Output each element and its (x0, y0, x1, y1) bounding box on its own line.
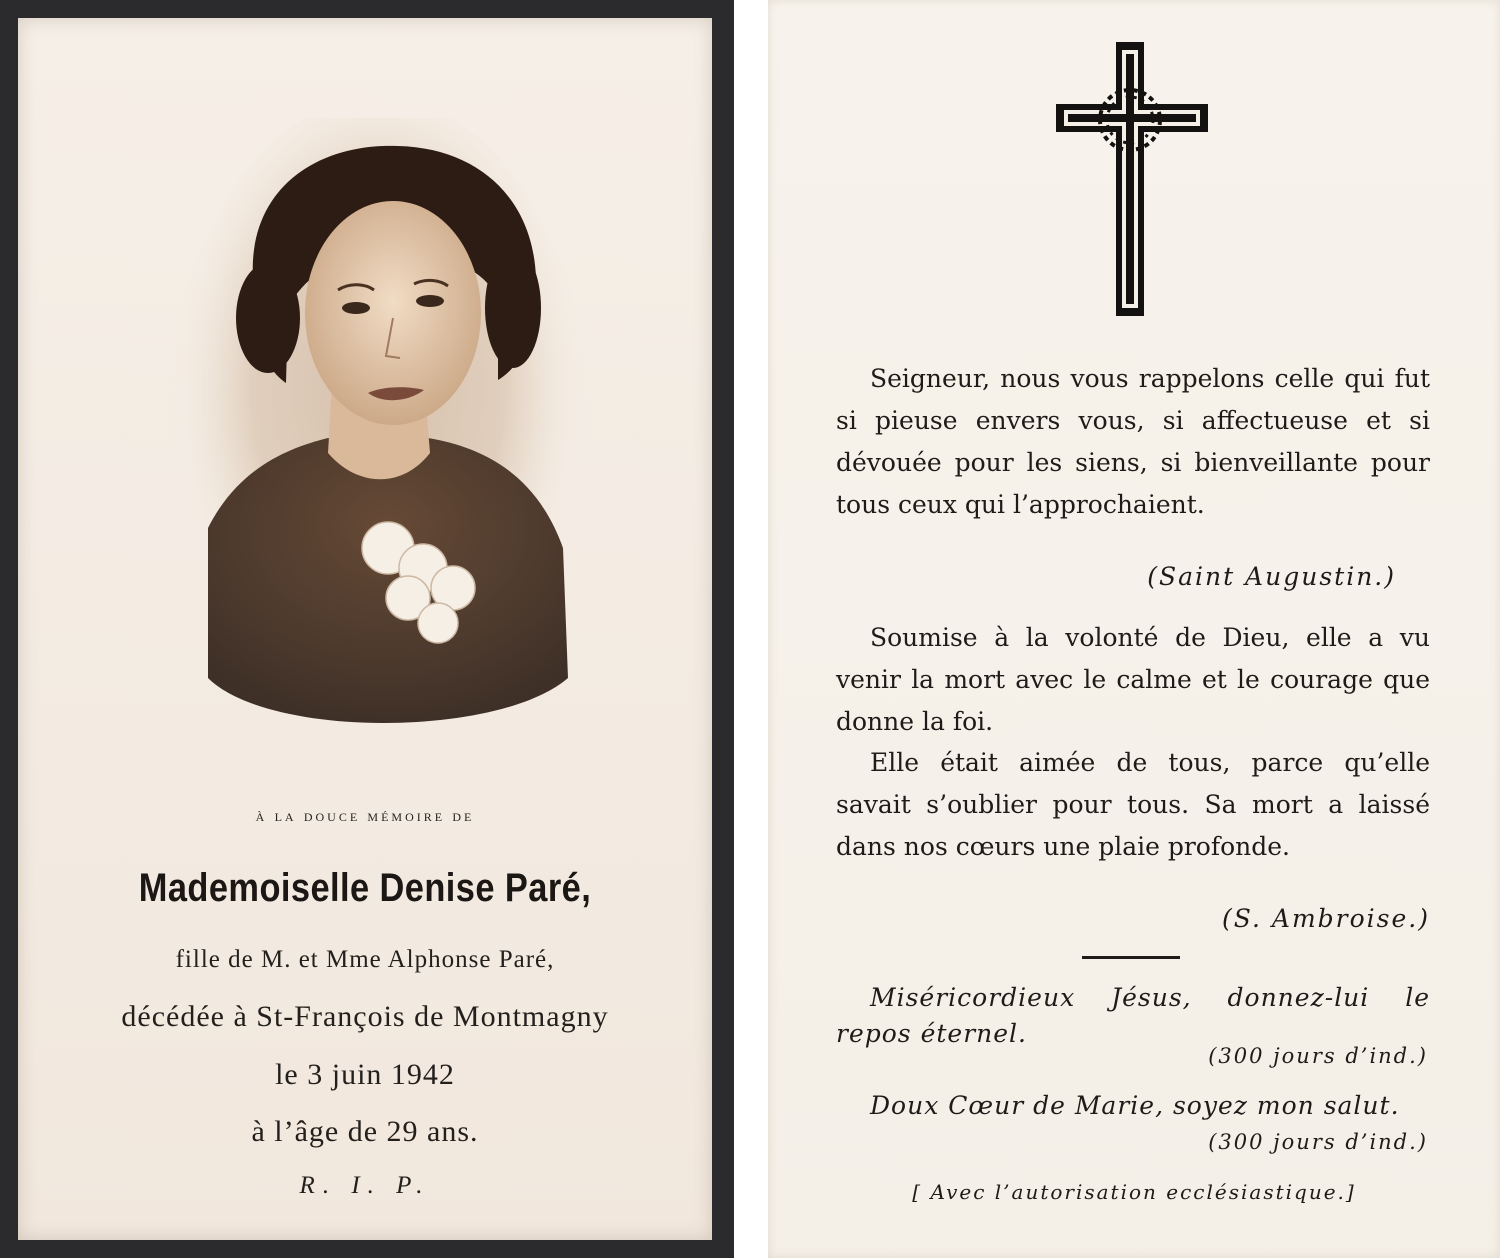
attribution-ambroise: (S. Ambroise.) (1222, 904, 1430, 933)
cross-icon (1054, 40, 1210, 320)
deceased-name: Mademoiselle Denise Paré, (138, 866, 592, 910)
age-line: à l’âge de 29 ans. (251, 1115, 479, 1148)
portrait-photo (168, 118, 588, 758)
indulgence-note-2: (300 jours d’ind.) (1208, 1130, 1428, 1154)
prayer-paragraph-soumise: Soumise à la volonté de Dieu, elle a vu venir la mort avec le calme et le courage que donne la foi. (836, 623, 1430, 736)
front-card (18, 18, 712, 1240)
parents-line: fille de M. et Mme Alphonse Paré, (175, 946, 555, 973)
invocation-marie: Doux Cœur de Marie, soyez mon salut. (870, 1091, 1400, 1120)
back-card (768, 0, 1500, 1258)
prayer-paragraph-aimee: Elle était aimée de tous, parce qu’elle savait s’oublier pour tous. Sa mort a laissé dans nos cœurs une plaie profonde. (836, 748, 1430, 861)
attribution-augustin: (Saint Augustin.) (1147, 562, 1396, 591)
ecclesiastical-authorization: [ Avec l’autorisation ecclésiastique.] (912, 1180, 1356, 1204)
indulgence-note-1: (300 jours d’ind.) (1208, 1044, 1428, 1068)
front-card-frame (0, 0, 734, 1258)
death-date: le 3 juin 1942 (275, 1058, 455, 1091)
rip-text: R. I. P. (299, 1172, 431, 1199)
divider (1082, 956, 1180, 959)
memoire-heading: à la douce mémoire de (255, 806, 475, 825)
prayer-paragraph-augustin: Seigneur, nous vous rappelons celle qui fut si pieuse envers vous, si affectueuse et si dévouée pour les siens, si bienveillante pour tous ceux qui l’approchaient. (836, 364, 1430, 519)
death-place-line: décédée à St-François de Montmagny (121, 1000, 609, 1033)
invocation-jesus: Miséricordieux Jésus, donnez-lui le repos éternel. (836, 983, 1430, 1048)
